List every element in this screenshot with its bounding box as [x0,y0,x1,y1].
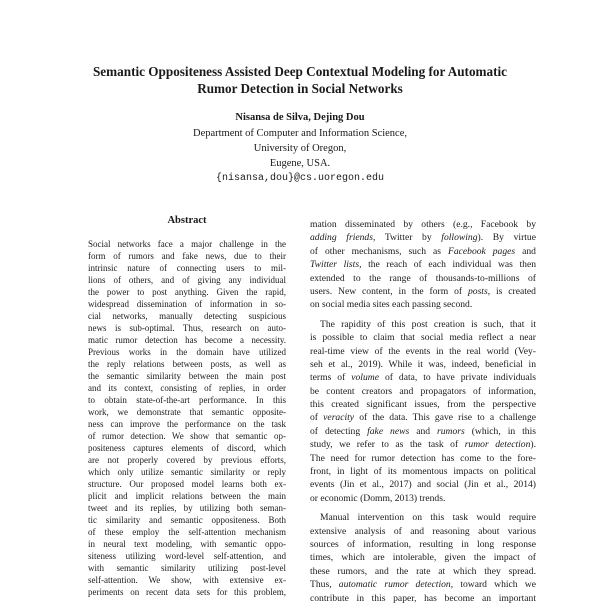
paragraph-line: terms of volume of data, to have private individuals [310,372,536,384]
paragraph-line: front, in light of its momentous impacts on political [310,466,536,478]
abstract-line: the reply relations between posts, as well as [88,359,286,369]
abstract-line: which only utilize semantic similarity or reply [88,467,286,477]
abstract-line: news is sub-optimal. Thus, research on auto- [88,323,286,333]
paragraph-line: mation disseminated by others (e.g., Facebook by [310,219,536,230]
author-list: Nisansa de Silva, Dejing Dou [235,112,365,123]
paragraph-line: of other mechanisms, such as Facebook pages and [310,245,536,257]
abstract-line: Previous works in the domain have utilized [88,347,286,357]
paragraph-line: real-time view of the events in the real world (Vey- [310,345,536,357]
abstract-line: self-attention. We show, with extensive ex- [88,575,286,585]
abstract-line: tweet and its replies, by utilizing both seman- [88,503,286,513]
abstract-body [88,238,286,598]
paragraph-line: extended to the range of thousands-to-millions of [310,272,536,284]
abstract-line: siteness utilizing word-level self-attention, and [88,551,286,561]
abstract-line: form of rumors and fake news, due to their [88,251,286,261]
paragraph-line: be content creators and propagators of information, [310,385,536,397]
abstract-line: intrinsic nature of connecting users to mil- [88,263,286,273]
paper-title [60,63,540,97]
abstract-line: the semantic similarity between the main post [88,371,286,381]
paragraph-line: contribute in this paper, has become an important [310,592,536,604]
paragraph [310,318,536,505]
paragraph-line: of detecting fake news and rumors (which, in this [310,425,536,437]
affiliation-line: Eugene, USA. [269,158,331,169]
abstract-line: lions of others, and of giving any individual [88,275,286,285]
paragraph-line: of veracity of the data. This gave rise to a challenge [310,412,536,424]
abstract-line: of rumor detection. We show that semantic op- [88,431,286,441]
abstract-line: of these employ the self-attention mechanism [88,527,286,537]
paragraph-line: The rapidity of this post creation is such, that it [320,318,536,330]
abstract-line: positeness captures elements of discord, which [88,443,286,453]
affiliation [60,126,540,186]
abstract-line: with semantic similarity utilizing post-level [88,563,286,573]
paragraph-line: is possible to claim that social media reflect a near [310,332,536,344]
affiliation-line: Department of Computer and Information Science, [192,128,407,139]
abstract-line: periments on recent data sets for this problem, [88,587,286,597]
abstract-line: plicit and implicit relations between the main [88,491,286,501]
paragraph-line: Manual intervention on this task would require [320,512,536,524]
paragraph-line: seh et al., 2019). While it was, indeed, beneficial in [310,358,536,370]
paragraph-line: users. New content, in the form of posts, is created [310,285,536,297]
abstract-line: Social networks face a major challenge in the [88,239,286,249]
abstract-line: in neural text modeling, with semantic oppo- [88,539,286,549]
abstract-line: and its context, consisting of replies, in order [88,383,286,393]
abstract-line: widespread dissemination of information in so- [88,299,286,309]
abstract-line: ness can improve the performance on the task [88,419,286,429]
abstract-line: matic rumor detection has become a necessity. [88,335,286,345]
title-line: Rumor Detection in Social Networks [197,81,403,96]
email-address: {nisansa,dou}@cs.uoregon.edu [215,173,385,184]
paragraph-line: sources of information, resulting in long response [310,538,536,550]
paragraph-line: events (Jin et al., 2017) and social (Jin et al., 2014) [310,479,536,491]
abstract-line: structure. Our proposed model learns both ex- [88,479,286,489]
introduction-column [310,218,536,605]
paragraph-line: on social media sites each passing second. [310,299,473,311]
affiliation-line: University of Oregon, [253,143,347,154]
title-line: Semantic Oppositeness Assisted Deep Contextual Modeling for Automatic [92,64,508,79]
paragraph-line: extensive analysis of and reasoning about various [310,525,536,537]
abstract-line: cial networks, manually detecting suspicious [88,311,286,321]
paragraph-line: Thus, automatic rumor detection, toward which we [310,579,536,591]
paragraph [310,218,536,312]
paragraph-line: study, we refer to as the task of rumor detection). [310,439,536,451]
abstract-line: the power to post anything. Given the rapid, [88,287,286,297]
paragraph-line: or economic (Domm, 2013) trends. [310,492,446,504]
abstract-line: work, we demonstrate that semantic opposite- [88,407,286,417]
paragraph-line: these rumors, and the rate at which they spread. [310,565,536,577]
paragraph-line: adding friends, Twitter by following). By virtue [310,232,536,244]
paragraph-line: this created significant issues, from the perspective [310,399,536,411]
paragraph-line: times, which are intolerable, given the impact of [310,552,536,564]
paragraph [310,511,536,605]
abstract-heading: Abstract [167,215,207,226]
paragraph-line: The need for rumor detection has come to the fore- [310,452,536,464]
abstract-line: to obtain state-of-the-art performance. In this [88,395,286,405]
paragraph-line: Twitter lists, the reach of each individual was then [310,259,536,271]
abstract-line: tic similarity and semantic oppositeness. Both [88,515,286,525]
abstract-line: are not properly covered by previous efforts, [88,455,286,465]
